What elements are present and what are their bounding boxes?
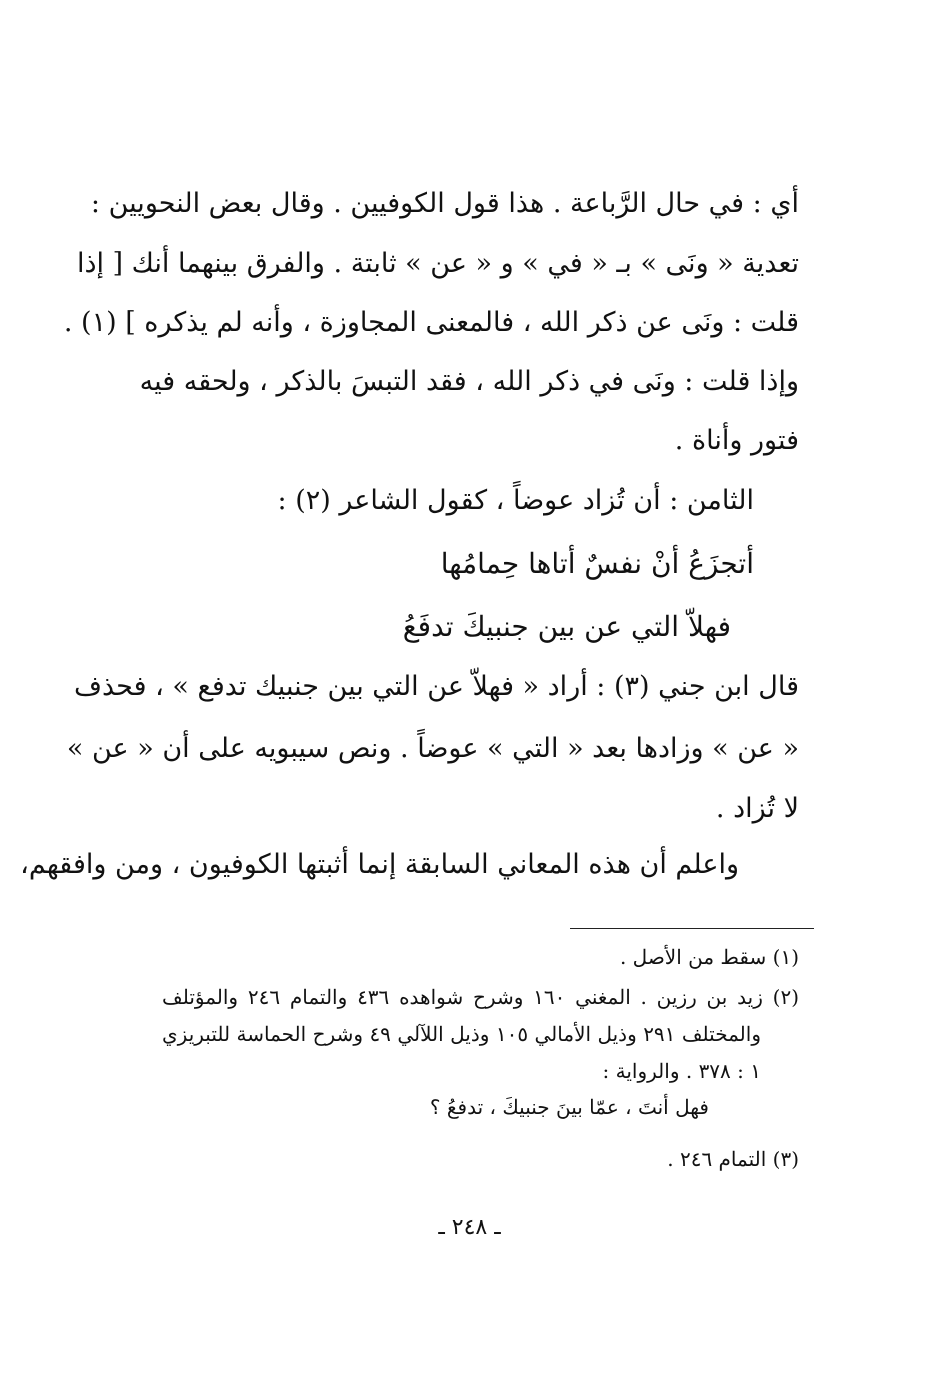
footnote-3: (٣) التمام ٢٤٦ . bbox=[667, 1147, 799, 1171]
page-number: ـ ٢٤٨ ـ bbox=[438, 1215, 501, 1240]
footnote-1: (١) سقط من الأصل . bbox=[619, 945, 799, 969]
eighth-meaning-heading: الثامن : أن تُزاد عوضاً ، كقول الشاعر (٢) : bbox=[277, 485, 754, 516]
verse-second-hemistich: فهلاّ التي عن بين جنبيكَ تدفَعُ bbox=[402, 610, 731, 643]
body-line-2: تعدية « ونَى » بـ « في » و « عن » ثابتة . والفرق بينهما أنك [ إذا bbox=[76, 248, 799, 279]
body-line-4: وإذا قلت : ونَى في ذكر الله ، فقد التبسَ بالذكر ، ولحقه فيه bbox=[139, 366, 799, 397]
footnote-2-verse: فهل أنتَ ، عمّا بينَ جنبيكَ ، تدفعُ ؟ bbox=[429, 1095, 709, 1119]
body-line-closing: واعلم أن هذه المعاني السابقة إنما أثبتها الكوفيون ، ومن وافقهم، bbox=[20, 849, 739, 880]
footnote-2-line-2: والمختلف ٢٩١ وذيل الأمالي ١٠٥ وذيل اللآلي ٤٩ وشرح الحماسة للتبريزي bbox=[162, 1022, 761, 1046]
footnote-separator bbox=[570, 928, 814, 929]
body-line-sibawayh: « عن » وزادها بعد « التي » عوضاً . ونص سيبويه على أن « عن » bbox=[66, 733, 799, 764]
verse-first-hemistich: أتجزَعُ أنْ نفسٌ أتاها حِمامُها bbox=[440, 547, 754, 580]
body-line-1: أي : في حال الرَّباعة . هذا قول الكوفيين . وقال بعض النحويين : bbox=[90, 188, 799, 219]
footnote-2-line-1: (٢) زيد بن رزين . المغني ١٦٠ وشرح شواهده ٤٣٦ والتمام ٢٤٦ والمؤتلف bbox=[162, 985, 799, 1009]
body-line-3: قلت : ونَى عن ذكر الله ، فالمعنى المجاوزة ، وأنه لم يذكره ] (١) . bbox=[63, 307, 799, 338]
body-line-la-tuzad: لا تُزاد . bbox=[715, 793, 799, 824]
body-line-ibn-jinni: قال ابن جني (٣) : أراد « فهلاّ عن التي بين جنبيك تدفع » ، فحذف bbox=[74, 671, 799, 702]
footnote-2-line-3: ١ : ٣٧٨ . والرواية : bbox=[602, 1059, 761, 1083]
body-line-5: فتور وأناة . bbox=[674, 425, 799, 456]
